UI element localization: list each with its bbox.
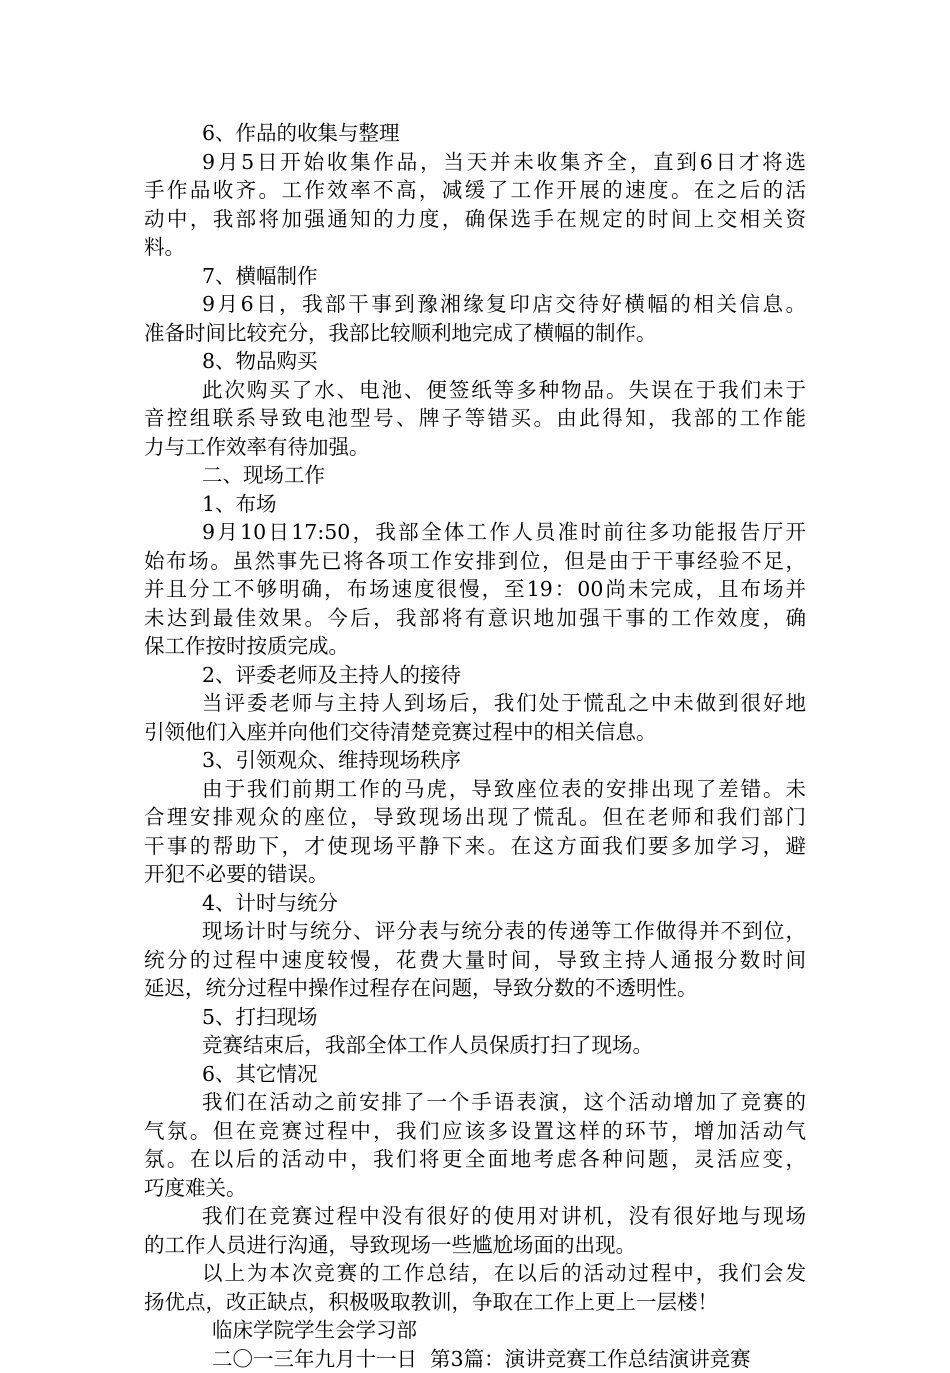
section-heading: 1、布场	[144, 490, 806, 519]
section-heading: 5、打扫现场	[144, 1003, 806, 1032]
paragraph-line: 当评委老师与主持人到场后，我们处于慌乱之中未做到很好地	[144, 689, 806, 718]
paragraph-line: 始布场。虽然事先已将各项工作安排到位，但是由于干事经验不足，	[144, 547, 806, 576]
signature-line: 二〇一三年九月十一日 第3篇：演讲竞赛工作总结演讲竞赛	[144, 1345, 806, 1373]
paragraph-line: 9月10日17:50，我部全体工作人员准时前往多功能报告厅开	[144, 518, 806, 547]
paragraph-line: 料。	[144, 233, 806, 262]
paragraph-line: 氛。在以后的活动中，我们将更全面地考虑各种问题，灵活应变，	[144, 1145, 806, 1174]
paragraph-line: 巧度难关。	[144, 1174, 806, 1203]
section-heading: 4、计时与统分	[144, 889, 806, 918]
section-heading: 3、引领观众、维持现场秩序	[144, 746, 806, 775]
document-body	[144, 119, 806, 1373]
paragraph-line: 开犯不必要的错误。	[144, 860, 806, 889]
section-heading: 8、物品购买	[144, 347, 806, 376]
paragraph-line: 气氛。但在竞赛过程中，我们应该多设置这样的环节，增加活动气	[144, 1117, 806, 1146]
paragraph-line: 未达到最佳效果。今后，我部将有意识地加强干事的工作效度，确	[144, 604, 806, 633]
section-heading: 6、其它情况	[144, 1060, 806, 1089]
paragraph-line: 合理安排观众的座位，导致现场出现了慌乱。但在老师和我们部门	[144, 803, 806, 832]
paragraph-line: 由于我们前期工作的马虎，导致座位表的安排出现了差错。未	[144, 775, 806, 804]
paragraph-line: 此次购买了水、电池、便签纸等多种物品。失误在于我们未于	[144, 376, 806, 405]
paragraph-line: 我们在竞赛过程中没有很好的使用对讲机，没有很好地与现场	[144, 1202, 806, 1231]
paragraph-line: 扬优点，改正缺点，积极吸取教训，争取在工作上更上一层楼！	[144, 1288, 806, 1317]
paragraph-line: 现场计时与统分、评分表与统分表的传递等工作做得并不到位，	[144, 917, 806, 946]
paragraph-line: 9月5日开始收集作品，当天并未收集齐全，直到6日才将选	[144, 148, 806, 177]
section-heading: 7、横幅制作	[144, 262, 806, 291]
paragraph-line: 力与工作效率有待加强。	[144, 433, 806, 462]
paragraph-line: 手作品收齐。工作效率不高，减缓了工作开展的速度。在之后的活	[144, 176, 806, 205]
section-heading: 二、现场工作	[144, 461, 806, 490]
paragraph-line: 9月6日，我部干事到豫湘缘复印店交待好横幅的相关信息。	[144, 290, 806, 319]
paragraph-line: 竞赛结束后，我部全体工作人员保质打扫了现场。	[144, 1031, 806, 1060]
paragraph-line: 准备时间比较充分，我部比较顺利地完成了横幅的制作。	[144, 319, 806, 348]
signature-line: 临床学院学生会学习部	[144, 1316, 806, 1345]
paragraph-line: 引领他们入座并向他们交待清楚竞赛过程中的相关信息。	[144, 718, 806, 747]
paragraph-line: 并且分工不够明确，布场速度很慢，至19：00尚未完成，且布场并	[144, 575, 806, 604]
section-heading: 2、评委老师及主持人的接待	[144, 661, 806, 690]
paragraph-line: 保工作按时按质完成。	[144, 632, 806, 661]
section-heading: 6、作品的收集与整理	[144, 119, 806, 148]
paragraph-line: 音控组联系导致电池型号、牌子等错买。由此得知，我部的工作能	[144, 404, 806, 433]
paragraph-line: 干事的帮助下，才使现场平静下来。在这方面我们要多加学习，避	[144, 832, 806, 861]
paragraph-line: 的工作人员进行沟通，导致现场一些尴尬场面的出现。	[144, 1231, 806, 1260]
paragraph-line: 延迟，统分过程中操作过程存在问题，导致分数的不透明性。	[144, 974, 806, 1003]
paragraph-line: 我们在活动之前安排了一个手语表演，这个活动增加了竞赛的	[144, 1088, 806, 1117]
paragraph-line: 动中，我部将加强通知的力度，确保选手在规定的时间上交相关资	[144, 205, 806, 234]
paragraph-line: 统分的过程中速度较慢，花费大量时间，导致主持人通报分数时间	[144, 946, 806, 975]
paragraph-line: 以上为本次竞赛的工作总结，在以后的活动过程中，我们会发	[144, 1259, 806, 1288]
